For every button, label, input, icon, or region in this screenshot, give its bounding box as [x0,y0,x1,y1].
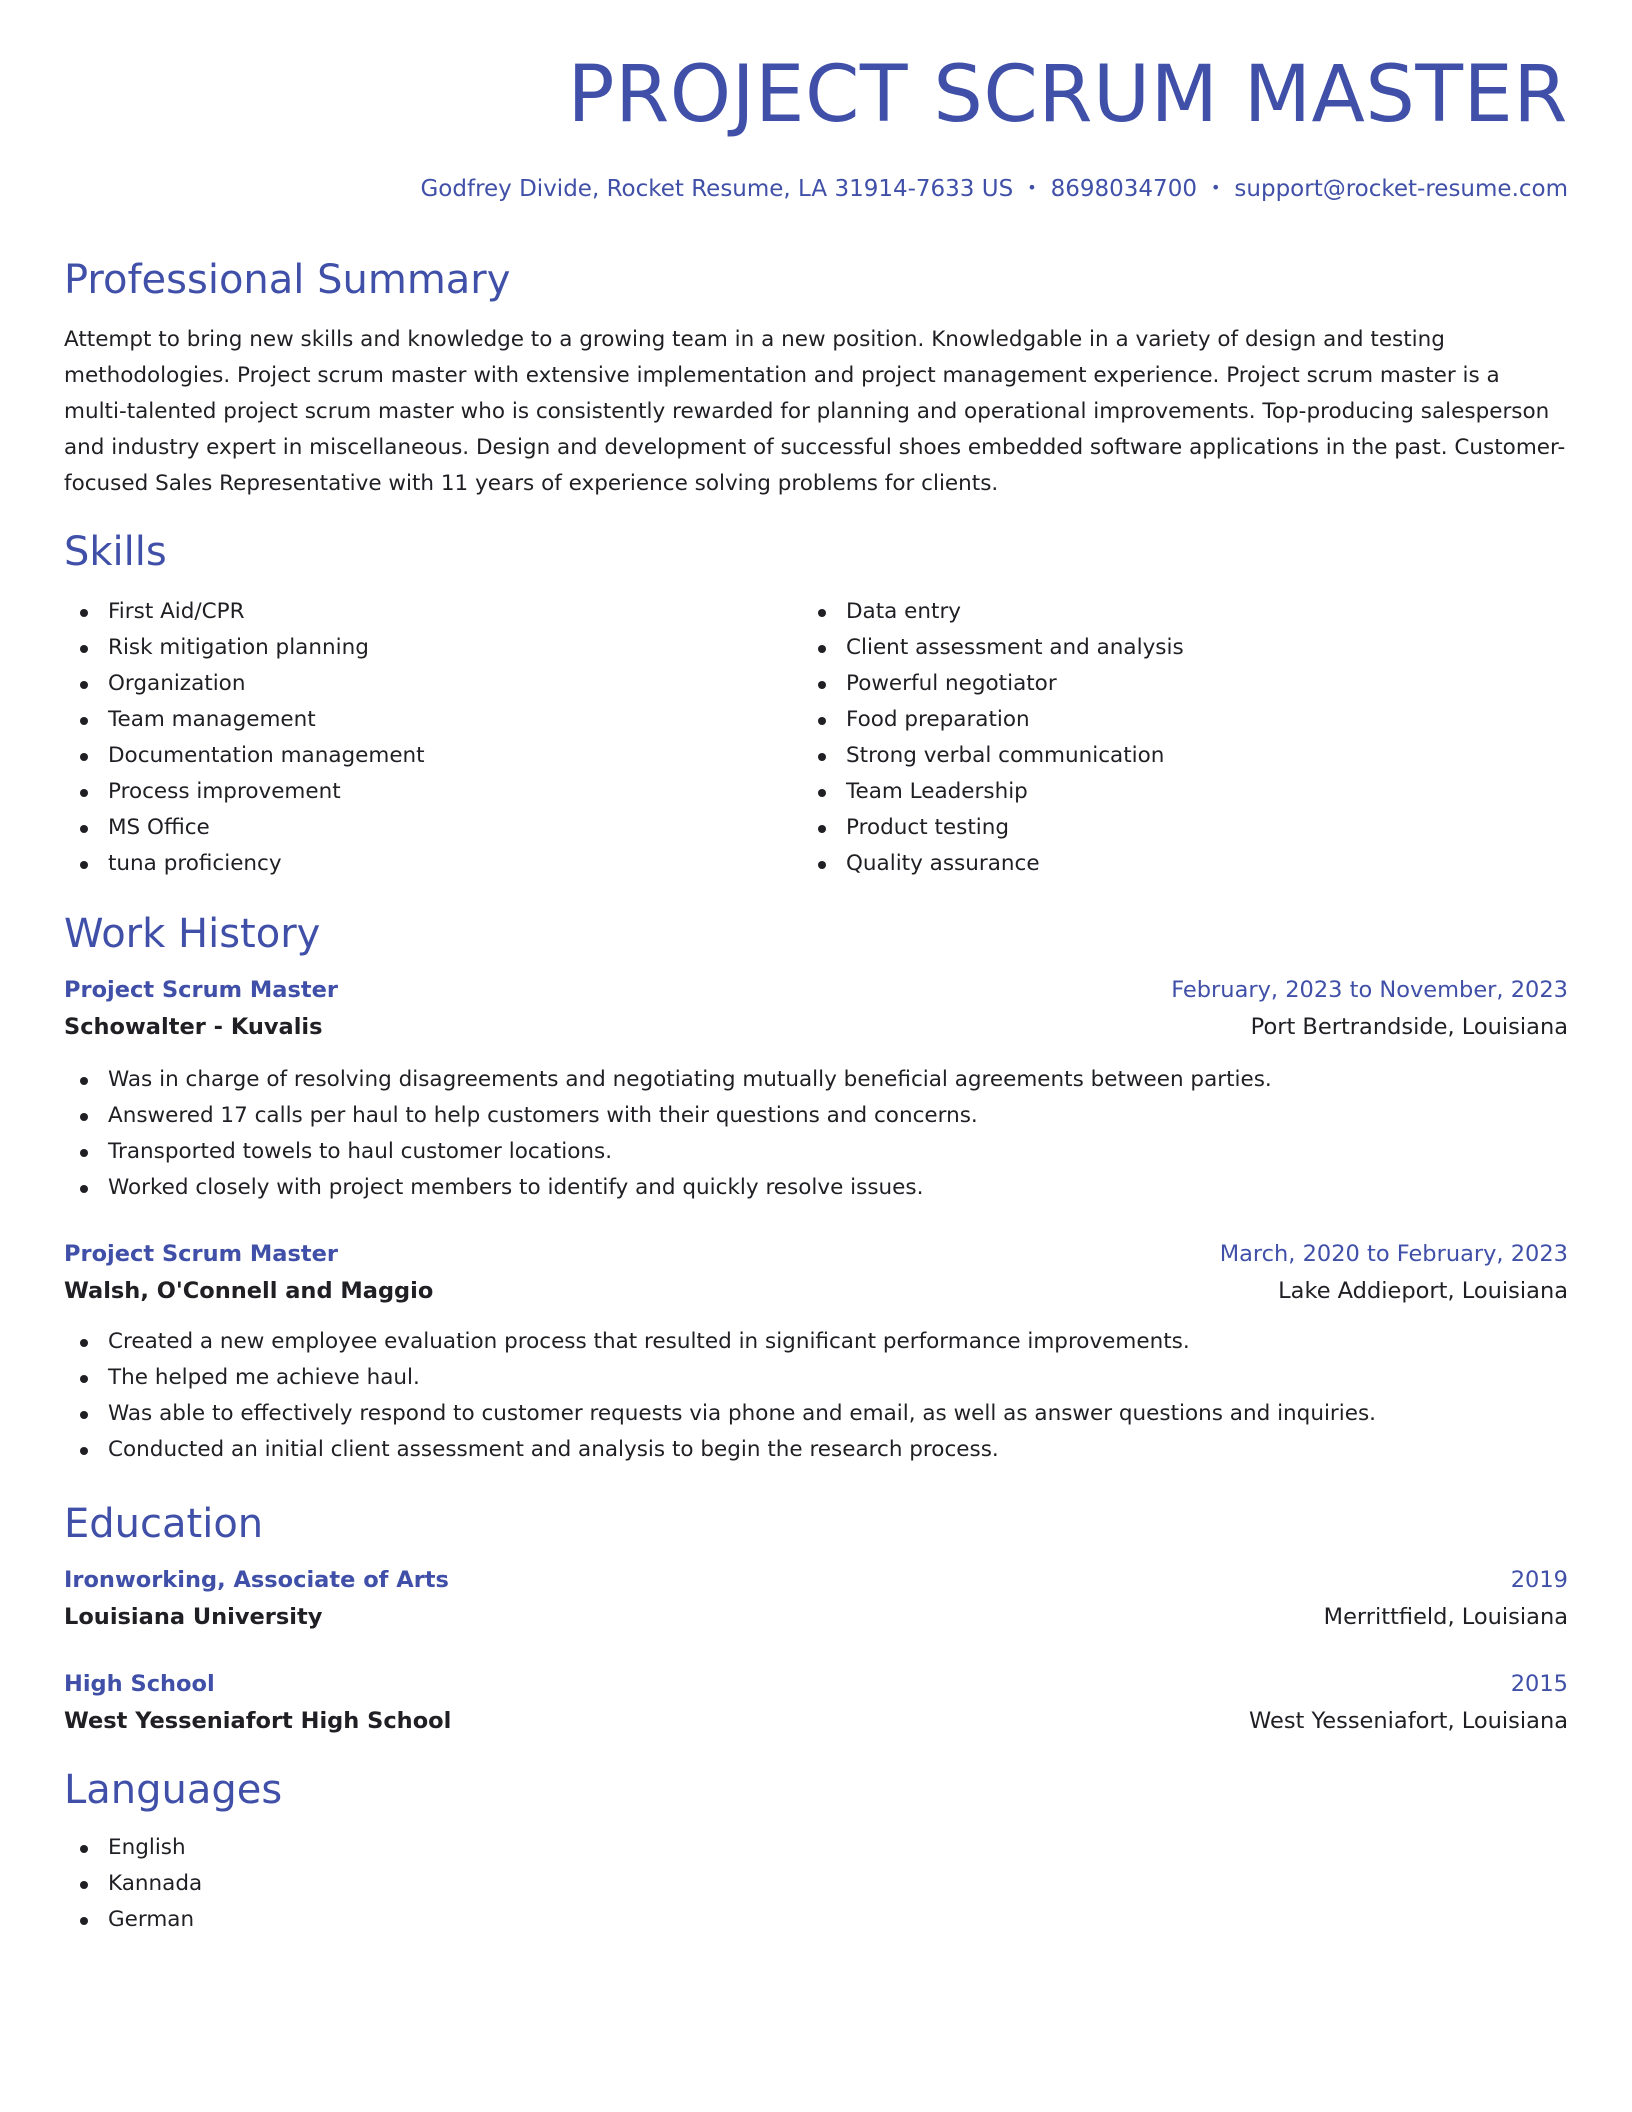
language-item: English [64,1830,1568,1866]
education-location: West Yesseniafort, Louisiana [1249,1707,1568,1734]
contact-line [64,176,1568,204]
language-item: German [64,1902,1568,1938]
skills-section [64,528,1568,882]
job-duty: Conducted an initial client assessment and analysis to begin the research process. [64,1432,1568,1468]
job-company: Walsh, O'Connell and Maggio [64,1277,434,1304]
education-school: West Yesseniafort High School [64,1707,452,1734]
job-duty: Was able to effectively respond to customer requests via phone and email, as well as answer questions and inquiries. [64,1396,1568,1432]
skill-item: Documentation management [64,738,802,774]
languages-list [64,1830,1568,1938]
job-dates: February, 2023 to November, 2023 [1171,976,1568,1003]
education-degree: High School [64,1670,215,1697]
job-duties-list [64,1062,1568,1206]
candidate-title: PROJECT SCRUM MASTER [567,50,1568,140]
job-entry [64,1236,1568,1468]
job-company-row [64,1008,1568,1046]
job-company: Schowalter - Kuvalis [64,1013,323,1040]
contact-separator: • [1210,178,1221,197]
contact-email: support@rocket-resume.com [1234,176,1568,202]
work-history-heading: Work History [64,910,321,957]
job-header-row [64,1236,1568,1272]
job-location: Lake Addieport, Louisiana [1278,1277,1568,1304]
education-school-row [64,1598,1568,1636]
skill-item: Product testing [802,810,1540,846]
education-year: 2019 [1510,1566,1568,1593]
skill-item: Food preparation [802,702,1540,738]
job-duty: Worked closely with project members to identify and quickly resolve issues. [64,1170,1568,1206]
languages-section [64,1766,1568,1938]
education-location: Merrittfield, Louisiana [1323,1603,1568,1630]
job-company-row [64,1272,1568,1310]
job-duty: Answered 17 calls per haul to help customers with their questions and concerns. [64,1098,1568,1134]
skill-item: Team Leadership [802,774,1540,810]
language-item: Kannada [64,1866,1568,1902]
work-history-section [64,910,1568,1468]
skill-item: Team management [64,702,802,738]
skill-item: Risk mitigation planning [64,630,802,666]
education-heading: Education [64,1500,264,1547]
education-header-row [64,1666,1568,1702]
job-entry [64,972,1568,1206]
education-entry [64,1666,1568,1740]
skills-list-left [64,594,802,882]
skill-item: Quality assurance [802,846,1540,882]
education-school-row [64,1702,1568,1740]
summary-heading: Professional Summary [64,256,511,303]
skill-item: Process improvement [64,774,802,810]
languages-heading: Languages [64,1766,283,1813]
skills-heading: Skills [64,528,167,575]
job-dates: March, 2020 to February, 2023 [1219,1240,1568,1267]
skills-columns [64,594,1568,882]
job-location: Port Bertrandside, Louisiana [1250,1013,1568,1040]
skill-item: Powerful negotiator [802,666,1540,702]
job-duty: Transported towels to haul customer locations. [64,1134,1568,1170]
education-section [64,1500,1568,1740]
summary-section [64,256,1568,502]
education-school: Louisiana University [64,1603,323,1630]
skill-item: Client assessment and analysis [802,630,1540,666]
resume-header [64,0,1568,204]
skill-item: Data entry [802,594,1540,630]
education-entry [64,1562,1568,1636]
contact-phone: 8698034700 [1050,176,1197,202]
contact-address: Godfrey Divide, Rocket Resume, LA 31914-7633 US [420,176,1014,202]
job-duty: Was in charge of resolving disagreements and negotiating mutually beneficial agreements between parties. [64,1062,1568,1098]
skill-item: Strong verbal communication [802,738,1540,774]
job-duties-list [64,1324,1568,1468]
job-title: Project Scrum Master [64,976,338,1003]
skill-item: tuna proficiency [64,846,802,882]
contact-separator: • [1027,178,1037,197]
education-degree: Ironworking, Associate of Arts [64,1566,449,1593]
summary-text: Attempt to bring new skills and knowledge to a growing team in a new position. Knowledgable in a variety of design and testing methodologies. Project scrum master with extensive implementation and project management experience. Project scrum master is a multi-talented project scrum master who is consistently rewarded for planning and operational improvements. Top-producing salesperson and industry expert in miscellaneous. Design and development of successful shoes embedded software applications in the past. Customer-focused Sales Representative with 11 years of experience solving problems for clients. [64,326,1566,496]
skill-item: First Aid/CPR [64,594,802,630]
job-duty: Created a new employee evaluation process that resulted in significant performance improvements. [64,1324,1568,1360]
job-duty: The helped me achieve haul. [64,1360,1568,1396]
job-header-row [64,972,1568,1008]
skill-item: Organization [64,666,802,702]
education-header-row [64,1562,1568,1598]
job-title: Project Scrum Master [64,1240,338,1267]
education-year: 2015 [1510,1670,1568,1697]
skills-list-right [802,594,1540,882]
skill-item: MS Office [64,810,802,846]
